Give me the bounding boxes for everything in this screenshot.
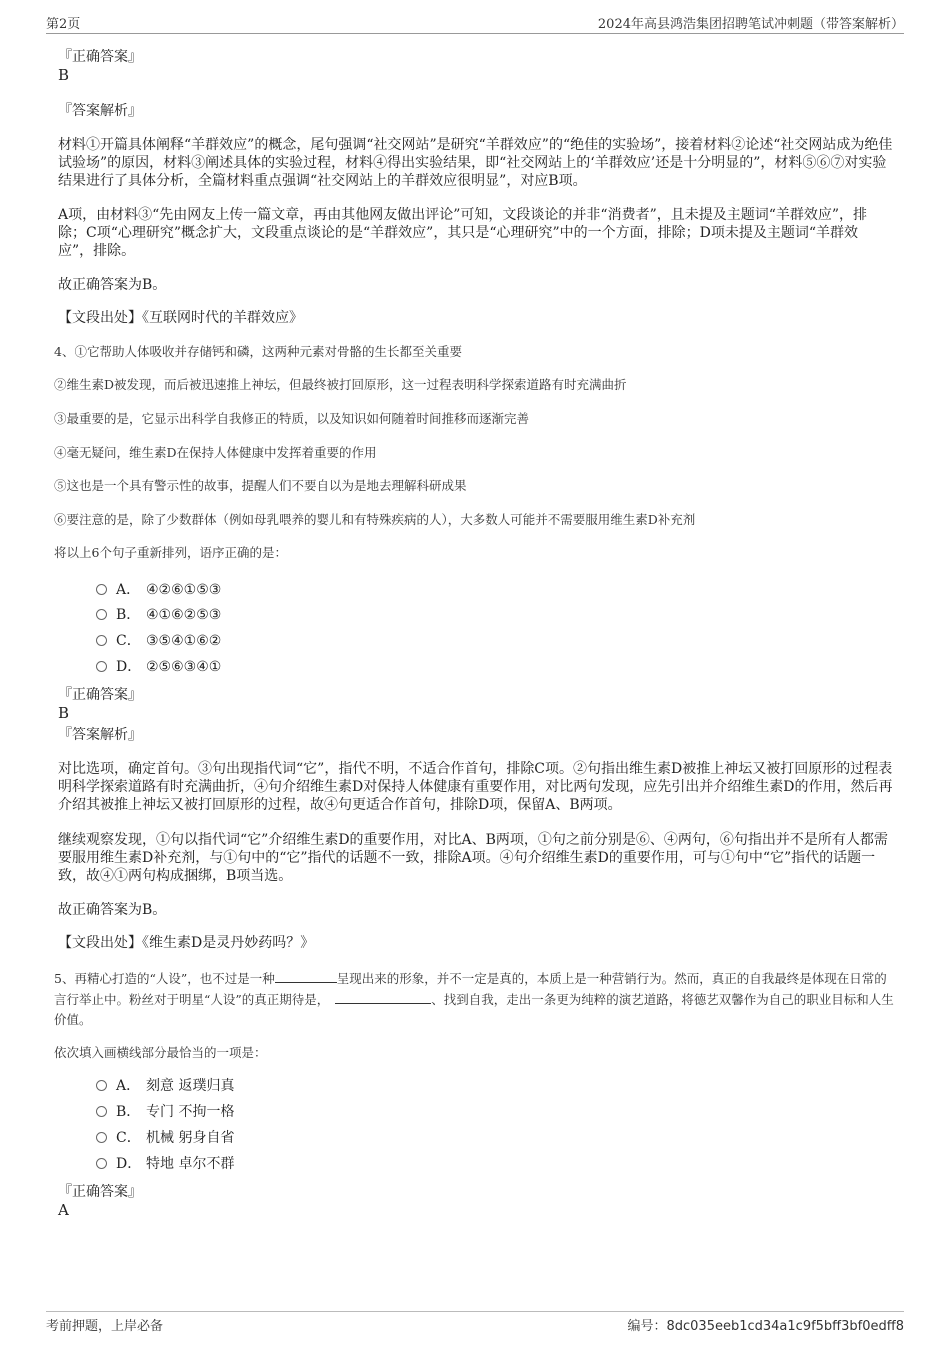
- answer-value: A: [58, 1201, 69, 1219]
- source-citation: 【文段出处】《维生素D是灵丹妙药吗？》: [58, 935, 315, 951]
- question-sentence: 4、①它帮助人体吸收并存储钙和磷，这两种元素对骨骼的生长都至关重要: [54, 344, 462, 359]
- page-number: 第2页: [46, 17, 81, 32]
- radio-icon[interactable]: [96, 1106, 107, 1117]
- analysis-paragraph: A项，由材料③“先由网友上传一篇文章，再由其他网友做出评论”可知，文段谈论的并非“消费者”，且未提及主题词“羊群效应”，排除；C项“心理研究”概念扩大，文段重点谈论的是“羊群效应”，其只是“心理研究”中的一个方面，排除；D项未提及主题词“羊群效应”，排除。: [58, 207, 868, 259]
- conclusion: 故正确答案为B。: [58, 902, 167, 918]
- answer-value: B: [58, 66, 70, 84]
- document-title: 2024年高县鸿浩集团招聘笔试冲刺题（带答案解析）: [597, 17, 904, 32]
- option-d[interactable]: D． ②⑤⑥③④①: [96, 657, 221, 677]
- option-a[interactable]: A． 刻意 返璞归真: [96, 1076, 234, 1096]
- answer-label: 『正确答案』: [58, 49, 142, 65]
- option-b[interactable]: B． ④①⑥②⑤③: [96, 605, 221, 625]
- document-code: 编号：8dc035eeb1cd34a1c9f5bff3bf0edff8: [627, 1319, 904, 1334]
- analysis-paragraph: 继续观察发现，①句以指代词“它”介绍维生素D的重要作用，对比A、B两项，①句之前分别是⑥、④两句，⑥句指出并不是所有人都需要服用维生素D补充剂，与①句中的“它”指代的话题不一致，排除A项。④句介绍维生素D的重要作用，可与①句中“它”指代的话题一致，故④①两句构成捆绑，B项当选。: [58, 832, 888, 884]
- question-sentence: ⑥要注意的是，除了少数群体（例如母乳喂养的婴儿和有特殊疾病的人），大多数人可能并不需要服用维生素D补充剂: [54, 512, 696, 527]
- footer-slogan: 考前押题，上岸必备: [46, 1319, 164, 1334]
- analysis-label: 『答案解析』: [58, 103, 142, 119]
- option-b[interactable]: B． 专门 不拘一格: [96, 1102, 234, 1122]
- radio-icon[interactable]: [96, 1132, 107, 1143]
- question-sentence: ④毫无疑问，维生素D在保持人体健康中发挥着重要的作用: [54, 445, 377, 460]
- page-footer: [46, 1311, 904, 1335]
- question-prompt: 将以上6个句子重新排列，语序正确的是：: [54, 545, 287, 560]
- option-c[interactable]: C． 机械 躬身自省: [96, 1128, 234, 1148]
- question-sentence: ③最重要的是，它显示出科学自我修正的特质，以及知识如何随着时间推移而逐渐完善: [54, 411, 530, 426]
- option-a[interactable]: A． ④②⑥①⑤③: [96, 580, 221, 600]
- answer-label: 『正确答案』: [58, 1184, 142, 1200]
- fill-blank: [335, 989, 431, 1004]
- radio-icon[interactable]: [96, 609, 107, 620]
- radio-icon[interactable]: [96, 584, 107, 595]
- option-d[interactable]: D． 特地 卓尔不群: [96, 1154, 234, 1174]
- analysis-paragraph: 材料①开篇具体阐释“羊群效应”的概念，尾句强调“社交网站”是研究“羊群效应”的“绝佳的实验场”，接着材料②论述“社交网站成为绝佳试验场”的原因，材料③阐述具体的实验过程，材料④得出实验结果，即“社交网站上的‘羊群效应’还是十分明显的”，材料⑤⑥⑦对实验结果进行了具体分析，全篇材料重点强调“社交网站上的羊群效应很明显”，对应B项。: [58, 137, 893, 189]
- source-citation: 【文段出处】《互联网时代的羊群效应》: [58, 310, 303, 326]
- radio-icon[interactable]: [96, 635, 107, 646]
- question-stem: 5、再精心打造的“人设”，也不过是一种 呈现出来的形象，并不一定是真的，本质上是一种营销行为。然而，真正的自我最终是体现在日常的言行举止中。粉丝对于明星“人设”的真正期待是， 、找到自我，走出一条更为纯粹的演艺道路，将德艺双馨作为自己的职业目标和人生价值。: [54, 968, 896, 1030]
- radio-icon[interactable]: [96, 661, 107, 672]
- option-c[interactable]: C． ③⑤④①⑥②: [96, 631, 221, 651]
- radio-icon[interactable]: [96, 1080, 107, 1091]
- answer-label: 『正确答案』: [58, 687, 142, 703]
- conclusion: 故正确答案为B。: [58, 277, 167, 293]
- analysis-paragraph: 对比选项，确定首句。③句出现指代词“它”，指代不明，不适合作首句，排除C项。②句指出维生素D被推上神坛又被打回原形的过程表明科学探索道路有时充满曲折，④句介绍维生素D对保持人体健康有重要作用，对比两句发现，应先引出并介绍维生素D的作用，然后再介绍其被推上神坛又被打回原形的过程，故④句更适合作首句，排除D项，保留A、B两项。: [58, 761, 893, 813]
- question-sentence: ②维生素D被发现，而后被迅速推上神坛，但最终被打回原形，这一过程表明科学探索道路有时充满曲折: [54, 377, 627, 392]
- fill-blank: [275, 968, 337, 983]
- analysis-label: 『答案解析』: [58, 727, 142, 743]
- question-sentence: ⑤这也是一个具有警示性的故事，提醒人们不要自以为是地去理解科研成果: [54, 478, 467, 493]
- radio-icon[interactable]: [96, 1158, 107, 1169]
- answer-value: B: [58, 704, 70, 722]
- page-header: [46, 13, 904, 34]
- question-prompt: 依次填入画横线部分最恰当的一项是：: [54, 1045, 267, 1060]
